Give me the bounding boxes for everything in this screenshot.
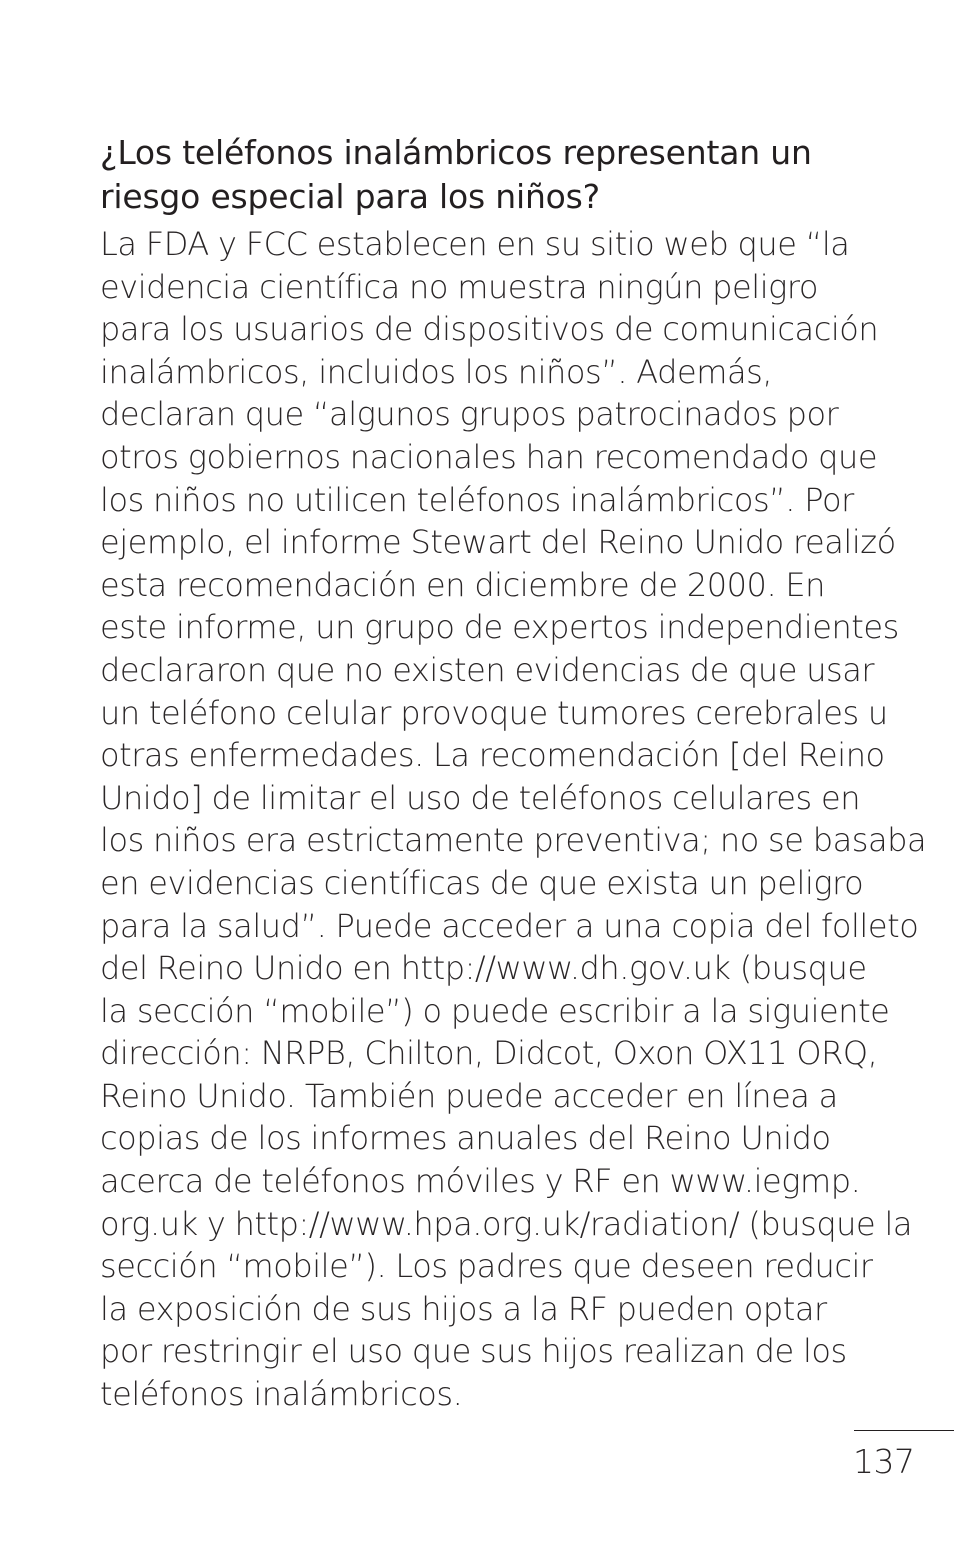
- body-line: del Reino Unido en http://www.dh.gov.uk (busque: [100, 949, 867, 988]
- body-line: un teléfono celular provoque tumores cerebrales u: [100, 693, 888, 732]
- section-heading: [100, 131, 900, 219]
- body-line: esta recomendación en diciembre de 2000. En: [100, 565, 825, 604]
- footer-divider: [854, 1430, 954, 1431]
- body-line: teléfonos inalámbricos.: [100, 1375, 463, 1414]
- body-line: copias de los informes anuales del Reino Unido: [100, 1119, 831, 1158]
- body-line: La FDA y FCC establecen en su sitio web que “la: [100, 225, 850, 263]
- page-content: [100, 131, 927, 1416]
- body-line: Unido] de limitar el uso de teléfonos celulares en: [100, 778, 861, 817]
- heading-line: riesgo especial para los niños?: [100, 177, 600, 216]
- body-line: los niños era estrictamente preventiva; no se basaba: [100, 821, 927, 860]
- body-line: los niños no utilicen teléfonos inalámbricos”. Por: [100, 480, 854, 519]
- body-line: por restringir el uso que sus hijos realizan de los: [100, 1332, 847, 1371]
- body-line: inalámbricos, incluidos los niños”. Además,: [100, 352, 773, 391]
- heading-line: ¿Los teléfonos inalámbricos representan un: [100, 133, 812, 172]
- body-line: Reino Unido. También puede acceder en línea a: [100, 1076, 838, 1115]
- body-line: ejemplo, el informe Stewart del Reino Unido realizó: [100, 523, 896, 562]
- body-line: la exposición de sus hijos a la RF pueden optar: [100, 1289, 827, 1328]
- body-line: evidencia científica no muestra ningún peligro: [100, 267, 819, 306]
- page-number: 137: [853, 1442, 915, 1481]
- body-line: para los usuarios de dispositivos de comunicación: [100, 310, 879, 349]
- body-line: dirección: NRPB, Chilton, Didcot, Oxon OX11 ORQ,: [100, 1034, 878, 1073]
- body-line: en evidencias científicas de que exista un peligro: [100, 863, 864, 902]
- body-line: org.uk y http://www.hpa.org.uk/radiation/ (busque la: [100, 1204, 913, 1243]
- body-line: este informe, un grupo de expertos independientes: [100, 608, 899, 647]
- body-line: para la salud”. Puede acceder a una copia del folleto: [100, 906, 919, 945]
- body-line: otras enfermedades. La recomendación [del Reino: [100, 736, 885, 775]
- body-line: acerca de teléfonos móviles y RF en www.iegmp.: [100, 1162, 861, 1201]
- body-line: declararon que no existen evidencias de que usar: [100, 650, 875, 689]
- body-line: declaran que “algunos grupos patrocinados por: [100, 395, 839, 434]
- body-paragraph: [100, 223, 927, 1416]
- body-line: otros gobiernos nacionales han recomendado que: [100, 437, 878, 476]
- body-line: la sección “mobile”) o puede escribir a la siguiente: [100, 991, 890, 1030]
- body-line: sección “mobile”). Los padres que deseen reducir: [100, 1247, 873, 1286]
